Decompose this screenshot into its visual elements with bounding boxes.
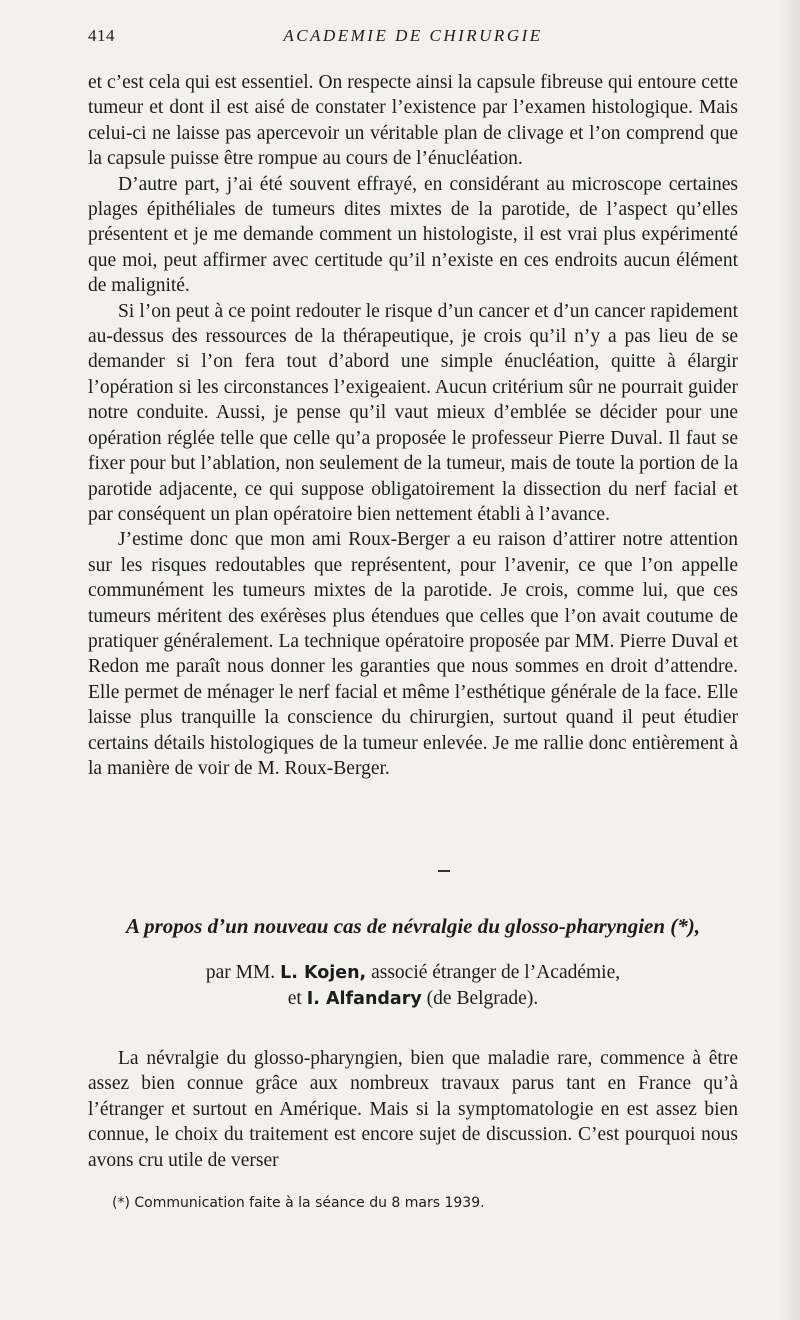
page-edge-shadow — [778, 0, 800, 1320]
article-body — [88, 1046, 738, 1173]
author-2-affiliation: (de Belgrade). — [426, 988, 539, 1009]
paragraph: et c’est cela qui est essentiel. On respecte ainsi la capsule fibreuse qui entoure cette tumeur et dont il est aisé de constater l’existence par l’examen histologique. Mais celui-ci ne laisse pas apercevoir un véritable plan de clivage et l’on comprend que la capsule puisse être rompue au cours de l’énucléation. — [88, 72, 738, 170]
body-text — [88, 70, 738, 781]
article-title: A propos d’un nouveau cas de névralgie du glosso-pharyngien (*), — [125, 914, 701, 938]
byline-line-1 — [88, 960, 738, 986]
byline-and: et — [287, 988, 302, 1009]
paragraph: D’autre part, j’ai été souvent effrayé, en considérant au microscope certaines plages épithéliales de tumeurs dites mixtes de la parotide, de l’aspect qu’elles présentent et je me demande comment un histologiste, il est vrai plus expérimenté que moi, peut affirmer avec certitude qu’il n’existe en ces endroits aucun élément de malignité. — [88, 173, 738, 297]
author-2: I. Alfandary — [306, 989, 422, 1009]
paragraph: La névralgie du glosso-pharyngien, bien que maladie rare, commence à être assez bien connue grâce aux nombreux travaux parus tant en France qu’à l’étranger et surtout en Amérique. Mais si la symptomatologie en est assez bien connue, le choix du traitement est encore sujet de discussion. C’est pourquoi nous avons cru utile de verser — [88, 1048, 738, 1171]
footnote: (*) Communication faite à la séance du 8 mars 1939. — [112, 1195, 485, 1211]
author-1: L. Kojen, — [280, 963, 367, 983]
byline — [88, 960, 738, 1012]
author-1-affiliation: associé étranger de l’Académie, — [371, 962, 621, 983]
paragraph: Si l’on peut à ce point redouter le risque d’un cancer et d’un cancer rapidement au-dessus des ressources de la thérapeutique, je crois qu’il n’y a pas lieu de se demander si l’on fera tout d’abord une simple énucléation, quitte à élargir l’opération si les circonstances l’exigeaient. Aucun critérium sûr ne pourrait guider notre conduite. Aussi, je pense qu’il vaut mieux d’emblée se décider pour une opération réglée telle que celle qu’a proposée le professeur Pierre Duval. Il faut se fixer pour but l’ablation, non seulement de la tumeur, mais de toute la portion de la parotide adjacente, ce qui suppose obligatoirement la dissection du nerf facial et par conséquent un plan opératoire bien nettement établi à l’avance. — [88, 300, 738, 525]
running-title: ACADEMIE DE CHIRURGIE — [283, 26, 543, 45]
page-header — [88, 26, 738, 50]
section-separator — [438, 870, 450, 872]
byline-prefix: par MM. — [205, 962, 276, 983]
page-number: 414 — [88, 26, 115, 45]
byline-line-2 — [88, 986, 738, 1012]
paragraph: J’estime donc que mon ami Roux-Berger a eu raison d’attirer notre attention sur les risques redoutables que représentent, pour l’avenir, ce que l’on appelle communément les tumeurs mixtes de la parotide. Je crois, comme lui, que ces tumeurs méritent des exérèses plus étendues que celles que l’on avait coutume de pratiquer généralement. La technique opératoire proposée par MM. Pierre Duval et Redon me paraît nous donner les garanties que nous sommes en droit d’attendre. Elle permet de ménager le nerf facial et même l’esthétique générale de la face. Elle laisse plus tranquille la conscience du chirurgien, surtout quand il peut étudier certains détails histologiques de la tumeur enlevée. Je me rallie donc entièrement à la manière de voir de M. Roux-Berger. — [88, 529, 738, 779]
